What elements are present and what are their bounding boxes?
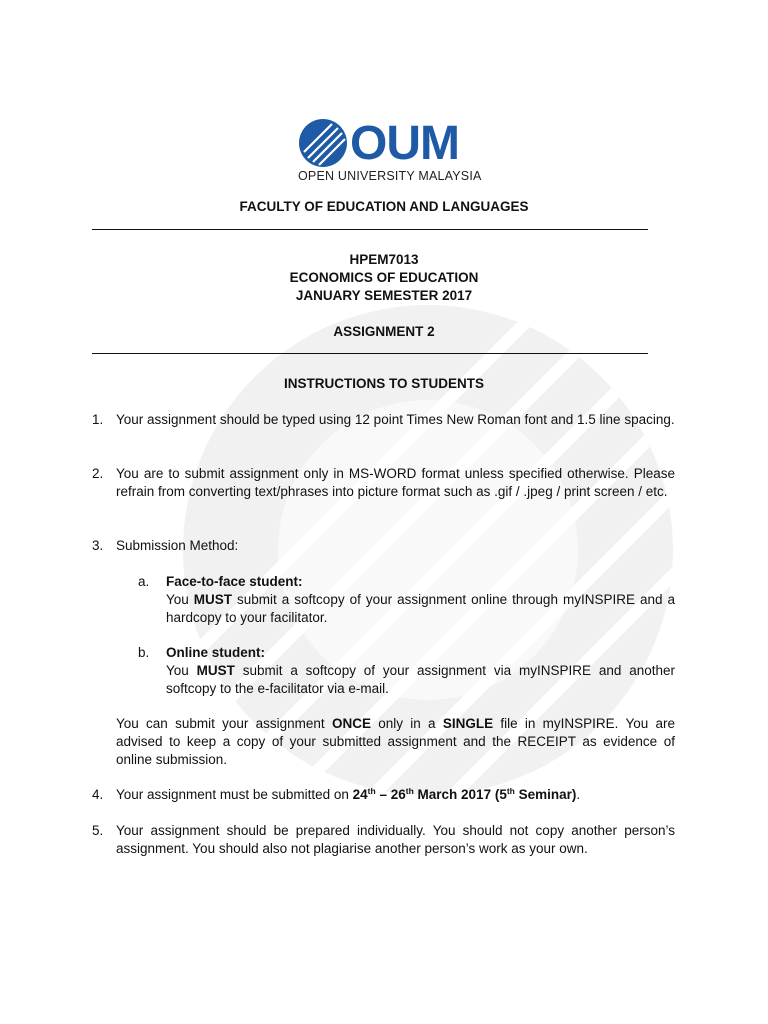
submission-method-a xyxy=(138,573,675,627)
submission-note-text xyxy=(116,715,675,769)
submission-note xyxy=(92,715,675,769)
text-run: submit a softcopy of your assignment via myINSPIRE and another softcopy to the e-facilitator via e-mail. xyxy=(166,663,675,696)
date-dash: – xyxy=(375,787,391,802)
emphasis-once: ONCE xyxy=(331,716,371,731)
instruction-text: Your assignment should be typed using 12 point Times New Roman font and 1.5 line spacing. xyxy=(116,412,675,427)
sub-item-text xyxy=(166,573,675,627)
ordinal-suffix: th xyxy=(506,786,515,796)
text-run: only in a xyxy=(370,716,443,731)
emphasis-must: MUST xyxy=(196,663,235,678)
text-run: . xyxy=(576,787,581,802)
text-run: submit a softcopy of your assignment online through myINSPIRE and a hardcopy to your facilitator. xyxy=(166,592,675,625)
submission-method-b xyxy=(138,644,675,698)
instruction-text: You are to submit assignment only in MS-WORD format unless specified otherwise. Please refrain from converting text/phrases into picture format such as .gif / .jpeg / print screen / etc. xyxy=(116,466,675,499)
date-start: 24 xyxy=(352,787,368,802)
text-run: file in myINSPIRE. You are advised to keep a copy of your submitted assignment and the RECEIPT as evidence of online submission. xyxy=(116,716,675,767)
instruction-text xyxy=(116,786,675,804)
faculty-name: FACULTY OF EDUCATION AND LANGUAGES xyxy=(239,199,529,214)
divider-bottom xyxy=(92,353,648,354)
sub-item-letter: a. xyxy=(138,574,150,589)
instruction-text: Submission Method: xyxy=(116,538,239,553)
text-run: You xyxy=(166,592,194,607)
instructions-title: INSTRUCTIONS TO STUDENTS xyxy=(283,376,484,391)
instruction-2 xyxy=(92,465,675,501)
divider-top xyxy=(92,229,648,230)
logo-subtitle: OPEN UNIVERSITY MALAYSIA xyxy=(298,169,482,183)
sub-item-title: Face-to-face student: xyxy=(166,574,303,589)
instruction-text: Your assignment should be prepared individually. You should not copy another person’s assignment. You should also not plagiarise another person’s work as your own. xyxy=(116,823,675,856)
instruction-number: 4. xyxy=(92,787,104,802)
text-run: You xyxy=(166,663,197,678)
instruction-1 xyxy=(92,411,675,429)
instruction-3 xyxy=(92,537,675,555)
ordinal-suffix: th xyxy=(367,786,376,796)
semester: JANUARY SEMESTER 2017 xyxy=(295,288,473,303)
instruction-number: 5. xyxy=(92,823,104,838)
seminar-label: Seminar) xyxy=(514,787,577,802)
course-name: ECONOMICS OF EDUCATION xyxy=(289,270,479,285)
date-end: 26 xyxy=(390,787,406,802)
submission-date xyxy=(353,787,577,802)
ordinal-suffix: th xyxy=(405,786,414,796)
date-month: March 2017 (5 xyxy=(413,787,507,802)
text-run: Your assignment must be submitted on xyxy=(116,787,353,802)
emphasis-must: MUST xyxy=(193,592,233,607)
instruction-5 xyxy=(92,822,675,858)
course-code: HPEM7013 xyxy=(349,252,419,267)
instruction-4 xyxy=(92,786,675,804)
text-run: You can submit your assignment xyxy=(116,716,332,731)
logo-brand-text: OUM xyxy=(350,117,459,170)
sub-item-letter: b. xyxy=(138,645,150,660)
assignment-title: ASSIGNMENT 2 xyxy=(333,324,435,339)
instruction-number: 2. xyxy=(92,466,104,481)
sub-item-text xyxy=(166,644,675,698)
instruction-number: 1. xyxy=(92,412,104,427)
sub-item-title: Online student: xyxy=(166,645,265,660)
instruction-number: 3. xyxy=(92,538,104,553)
emphasis-single: SINGLE xyxy=(442,716,494,731)
